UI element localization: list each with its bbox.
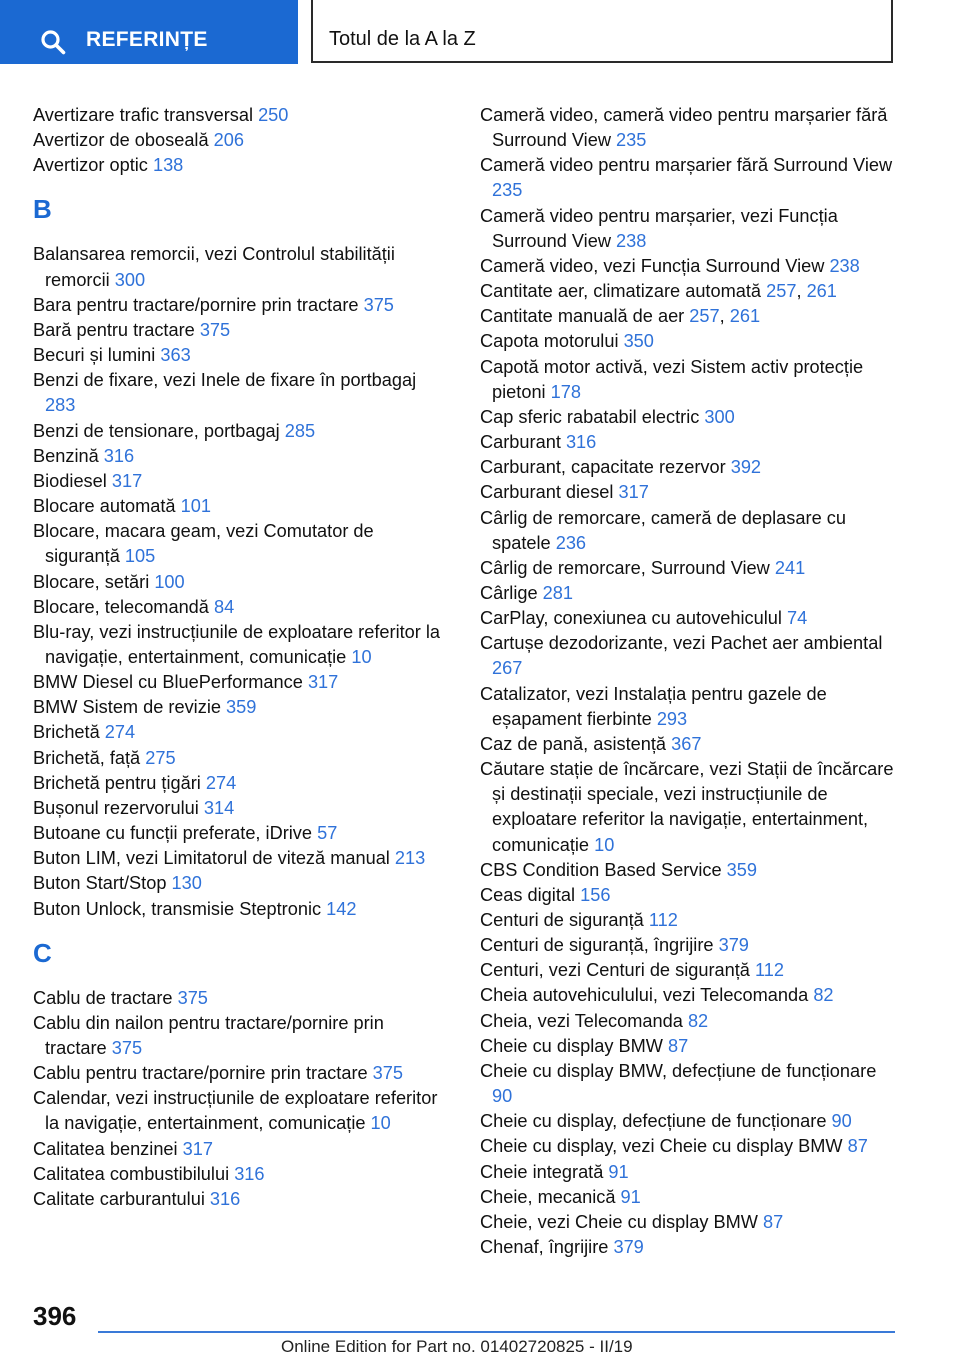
index-entry-text: Blocare automată (33, 496, 181, 517)
index-entry (33, 670, 448, 695)
index-entry-text: Cantitate manuală de aer (480, 306, 690, 327)
page-reference-link[interactable]: 82 (687, 1010, 709, 1031)
page-reference-link[interactable]: 112 (754, 960, 784, 981)
index-entry-text: Calitatea combustibilului (33, 1163, 235, 1184)
index-entry-text: Calendar, vezi instrucțiunile de exploatare referitor la navigație, entertainment, comunicație (33, 1088, 438, 1134)
page-reference-link[interactable]: 90 (831, 1111, 852, 1132)
page-reference-link[interactable]: 274 (104, 722, 136, 743)
search-tab[interactable] (0, 0, 298, 64)
footer-edition: Online Edition for Part no. 01402720825 - II/19 (281, 1337, 633, 1356)
page-reference-link[interactable]: 379 (718, 935, 749, 956)
page-reference-link[interactable]: 112 (648, 910, 678, 930)
index-entry (480, 1009, 895, 1034)
index-entry-text: Centuri de siguranță, îngrijire (480, 935, 719, 956)
page-reference-link[interactable]: 57 (317, 823, 338, 844)
index-entry-text: Cheie cu display BMW (480, 1035, 669, 1056)
page-reference-link[interactable]: 87 (847, 1136, 868, 1157)
index-entry-text: Buton LIM, vezi Limitatorul de viteză manual (33, 848, 395, 869)
index-entry (33, 469, 448, 494)
index-entry (480, 1109, 895, 1134)
index-entry-text: Cârlig de remorcare, cameră de deplasare cu spatele (480, 507, 846, 553)
page-reference-link[interactable]: 10 (351, 646, 372, 667)
index-entry (480, 1059, 895, 1109)
index-column-left (33, 103, 448, 1212)
index-entry (480, 153, 895, 203)
page-reference-link[interactable]: 261 (806, 281, 837, 302)
index-entry-text: Cârlig de remorcare, Surround View (480, 557, 775, 578)
page-reference-link[interactable]: 392 (730, 457, 762, 478)
page-reference-link[interactable]: 87 (763, 1211, 784, 1232)
index-entry (480, 581, 895, 606)
index-letter-heading: C (33, 937, 52, 968)
index-entry-text: Cheie integrată (480, 1161, 609, 1182)
index-entry-text: Cameră video, vezi Funcția Surround View (480, 255, 830, 276)
page-reference-link[interactable]: 82 (813, 985, 834, 1006)
page-reference-link[interactable]: 359 (226, 697, 257, 718)
index-entry-text: Centuri, vezi Centuri de siguranță (480, 960, 755, 981)
index-letter-heading: B (33, 194, 52, 225)
page-number: 396 (33, 1301, 77, 1331)
page-reference-link[interactable]: 281 (542, 582, 574, 603)
index-entry (480, 556, 895, 581)
index-entry (33, 897, 448, 922)
page-reference-link[interactable]: 363 (160, 345, 191, 366)
index-entry (33, 242, 448, 292)
index-entry-text: Bară pentru tractare (33, 319, 200, 340)
index-entry-text: Avertizor de oboseală (33, 130, 214, 151)
index-entry-text: Butoane cu funcții preferate, iDrive (33, 823, 318, 844)
page-reference-link[interactable]: 293 (656, 708, 688, 729)
index-entry (33, 720, 448, 745)
page-reference-link[interactable]: 100 (154, 571, 185, 592)
index-entry-text: Cablu din nailon pentru tractare/pornire prin tractare (33, 1012, 384, 1058)
index-entry (480, 430, 895, 455)
index-entry-text: Carburant, capacitate rezervor (480, 457, 731, 478)
index-entry-text: BMW Diesel cu BluePerformance (33, 672, 308, 693)
page-reference-link[interactable]: 314 (203, 797, 235, 818)
index-entry-text: Bușonul rezervorului (33, 797, 204, 818)
page-reference-link[interactable]: 241 (774, 557, 806, 578)
page-reference-link[interactable]: 350 (623, 331, 654, 352)
index-entry-text: Cameră video pentru marșarier fără Surround View (480, 155, 893, 176)
page-reference-link[interactable]: 10 (370, 1113, 391, 1134)
page-reference-link[interactable]: 316 (103, 445, 135, 466)
footer-divider (98, 1331, 895, 1333)
index-entry-text: Blocare, telecomandă (33, 596, 214, 617)
index-entry (33, 695, 448, 720)
page-reference-link[interactable]: 375 (111, 1038, 143, 1058)
page-reference-link[interactable]: 274 (205, 772, 237, 793)
index-entry-text: Cheie, vezi Cheie cu display BMW (480, 1211, 764, 1232)
index-entry-text: Brichetă, față (33, 747, 146, 768)
page-reference-link[interactable]: 257 (689, 306, 720, 327)
page-reference-link[interactable]: 206 (213, 130, 244, 151)
index-entry (33, 1061, 448, 1086)
index-entry-text: Becuri și lumini (33, 345, 161, 366)
page-reference-link[interactable]: 375 (372, 1063, 404, 1084)
page-reference-link[interactable]: 213 (394, 848, 426, 869)
index-entry (33, 771, 448, 796)
page-reference-link[interactable]: 74 (787, 608, 808, 629)
index-entry-text: Cablu pentru tractare/pornire prin tractare (33, 1063, 373, 1084)
index-entry (33, 343, 448, 368)
index-entry (33, 796, 448, 821)
page-reference-link[interactable]: 367 (671, 733, 702, 754)
index-entry (480, 103, 895, 153)
index-column-right (480, 103, 895, 1260)
index-entry (33, 368, 448, 418)
index-entry-text: BMW Sistem de revizie (33, 697, 227, 718)
page-reference-link[interactable]: 316 (234, 1163, 265, 1184)
index-entry-text: Cheie cu display, vezi Cheie cu display BMW (480, 1136, 848, 1157)
index-entry-text: Calitatea benzinei (33, 1138, 183, 1159)
index-entry-text: Cheia, vezi Telecomanda (480, 1010, 688, 1031)
page-reference-link[interactable]: 316 (565, 432, 597, 453)
index-entry-text: Capotă motor activă, vezi Sistem activ protecție pietoni (480, 356, 864, 402)
index-entry-text: Calitate carburantului (33, 1188, 210, 1209)
index-entry-text: Capota motorului (480, 331, 624, 352)
index-entry (480, 455, 895, 480)
index-entry (33, 846, 448, 871)
index-entry (480, 883, 895, 908)
index-entry-text: CarPlay, conexiunea cu autovehiculul (480, 608, 788, 629)
index-entry-text: Cheie cu display BMW, defecțiune de funcționare (480, 1060, 877, 1081)
index-entry-text: Cantitate aer, climatizare automată (480, 281, 767, 302)
page-reference-link[interactable]: 275 (145, 747, 176, 768)
page-reference-link[interactable]: 238 (616, 230, 647, 251)
page-reference-link[interactable]: 10 (594, 834, 615, 855)
index-entry (33, 620, 448, 670)
index-entry (480, 355, 895, 405)
page-reference-link[interactable]: 250 (258, 105, 289, 125)
index-entry (480, 506, 895, 556)
index-entry-text: Ceas digital (480, 884, 581, 905)
index-entry (480, 1185, 895, 1210)
page-reference-link[interactable]: 317 (111, 470, 143, 491)
index-entry (480, 480, 895, 505)
index-entry (480, 254, 895, 279)
page-reference-link[interactable]: 267 (492, 658, 523, 679)
index-entry (480, 606, 895, 631)
index-entry-text: Avertizor optic (33, 155, 153, 176)
index-entry (33, 103, 448, 128)
index-entry (480, 631, 895, 681)
index-entry-text: Buton Start/Stop (33, 873, 172, 894)
index-entry-text: Centuri de siguranță (480, 910, 649, 930)
page-reference-link[interactable]: 317 (182, 1138, 213, 1159)
index-entry (480, 1160, 895, 1185)
page-reference-link[interactable]: 317 (307, 672, 339, 693)
index-entry (480, 1235, 895, 1260)
index-entry-text: Căutare stație de încărcare, vezi Stații de încărcare și destinații speciale, vezi instrucțiunile de exploatare referitor la navigație, entertainment, comunicație (480, 759, 894, 855)
page-reference-link[interactable]: 317 (618, 482, 649, 503)
index-entry (33, 444, 448, 469)
page-reference-link[interactable]: 91 (608, 1161, 629, 1182)
index-entry-text: Chenaf, îngrijire (480, 1237, 614, 1258)
index-entry-text: Biodiesel (33, 470, 112, 491)
page-reference-link[interactable]: 87 (668, 1035, 689, 1056)
index-entry (33, 746, 448, 771)
index-entry (480, 858, 895, 883)
index-entry (33, 1187, 448, 1212)
index-entry-text: Cameră video, cameră video pentru marșarier fără Surround View (480, 105, 888, 151)
page-reference-link[interactable]: 238 (829, 255, 860, 276)
index-entry (33, 821, 448, 846)
page-reference-link[interactable]: 235 (616, 130, 647, 151)
page-reference-link[interactable]: 300 (114, 269, 146, 290)
index-entry (480, 908, 895, 933)
page-reference-link[interactable]: 359 (726, 859, 758, 880)
page-reference-link[interactable]: 105 (124, 546, 156, 567)
index-entry (480, 405, 895, 430)
index-entry-text: Brichetă (33, 722, 105, 743)
page-reference-link[interactable]: 300 (704, 406, 735, 427)
index-entry-text: Cheie cu display, defecțiune de funcționare (480, 1111, 832, 1132)
index-entry (480, 983, 895, 1008)
index-entry (480, 1034, 895, 1059)
index-entry: Cantitate manuală de aer 257, 261 (480, 306, 761, 327)
index-entry (33, 153, 448, 178)
index-entry-text: Avertizare trafic transversal (33, 105, 259, 125)
index-entry-text: Cheie, mecanică (480, 1186, 621, 1207)
index-entry (480, 958, 895, 983)
index-entry (480, 732, 895, 757)
page-reference-link[interactable]: 138 (152, 155, 184, 176)
search-tab-label: REFERINȚE (86, 28, 208, 51)
index-entry-text: Cârlige (480, 582, 543, 603)
section-title-tab (311, 0, 893, 63)
index-entry (33, 293, 448, 318)
page-reference-link[interactable]: 235 (492, 180, 523, 201)
page-reference-link[interactable]: 283 (45, 395, 76, 416)
index-entry (33, 128, 448, 153)
index-entry-text: Brichetă pentru țigări (33, 772, 206, 793)
index-entry (33, 1011, 448, 1061)
index-entry (33, 986, 448, 1011)
index-entry-text: Catalizator, vezi Instalația pentru gazele de eșapament fierbinte (480, 683, 827, 729)
page-reference-link[interactable]: 316 (209, 1188, 241, 1209)
page-reference-link[interactable]: 178 (550, 381, 582, 402)
page-reference-link[interactable]: 90 (492, 1086, 513, 1107)
page-reference-link[interactable]: 142 (326, 898, 357, 919)
index-entry (33, 494, 448, 519)
page-reference-link[interactable]: 130 (171, 873, 202, 894)
index-entry-text: Bara pentru tractare/pornire prin tractare (33, 294, 364, 315)
page-reference-link[interactable]: 236 (555, 532, 587, 553)
page-reference-link[interactable]: 375 (199, 319, 231, 340)
index-entry-text: Blu-ray, vezi instrucțiunile de exploatare referitor la navigație, entertainment, comunicație (33, 621, 441, 667)
index-entry (480, 1210, 895, 1235)
index-entry-text: Cheia autovehiculului, vezi Telecomanda (480, 985, 814, 1006)
index-entry-text: Caz de pană, asistență (480, 733, 672, 754)
index-entry (480, 757, 895, 858)
page-reference-link[interactable]: 375 (177, 987, 208, 1008)
page-reference-link[interactable]: 375 (363, 294, 394, 315)
page-reference-link[interactable]: 91 (620, 1186, 641, 1207)
index-entry (480, 682, 895, 732)
index-entry-text: Benzi de fixare, vezi Inele de fixare în portbagaj (33, 370, 417, 391)
index-entry (480, 1134, 895, 1159)
index-entry-text: Cartușe dezodorizante, vezi Pachet aer ambiental (480, 633, 883, 654)
index-entry-text: Buton Unlock, transmisie Steptronic (33, 898, 327, 919)
index-entry (33, 519, 448, 569)
index-entry (33, 1137, 448, 1162)
index-entry-text: CBS Condition Based Service (480, 859, 727, 880)
index-entry (33, 595, 448, 620)
page-reference-link[interactable]: 101 (180, 496, 211, 517)
index-entry (480, 329, 895, 354)
page-reference-link[interactable]: 84 (213, 596, 235, 617)
search-icon (40, 29, 66, 55)
index-entry (33, 871, 448, 896)
index-entry-text: Blocare, macara geam, vezi Comutator de siguranță (33, 521, 374, 567)
page-reference-link[interactable]: 156 (580, 884, 611, 905)
section-title: Totul de la A la Z (329, 28, 476, 50)
index-entry (33, 570, 448, 595)
index-entry (33, 419, 448, 444)
index-entry (33, 318, 448, 343)
index-entry-text: Cap sferic rabatabil electric (480, 406, 705, 427)
index-entry (480, 204, 895, 254)
page-reference-link[interactable]: 261 (729, 306, 761, 327)
page-reference-link[interactable]: 379 (613, 1237, 644, 1258)
index-entry-text: Cablu de tractare (33, 987, 178, 1008)
index-entry (480, 933, 895, 958)
index-entry-text: Cameră video pentru marșarier, vezi Funcția Surround View (480, 205, 838, 251)
index-entry-text: Carburant (480, 432, 566, 453)
index-entry-text: Balansarea remorcii, vezi Controlul stabilității remorcii (33, 244, 395, 290)
index-entry-text: Carburant diesel (480, 482, 619, 503)
page-reference-link[interactable]: 257 (766, 281, 797, 302)
index-entry-text: Benzină (33, 445, 104, 466)
index-entry-text: Benzi de tensionare, portbagaj (33, 420, 285, 441)
index-entry (33, 1086, 448, 1136)
page-reference-link[interactable]: 285 (284, 420, 316, 441)
index-entry (33, 1162, 448, 1187)
index-entry: Cantitate aer, climatizare automată 257, 261 (480, 281, 837, 302)
index-entry-text: Blocare, setări (33, 571, 155, 592)
